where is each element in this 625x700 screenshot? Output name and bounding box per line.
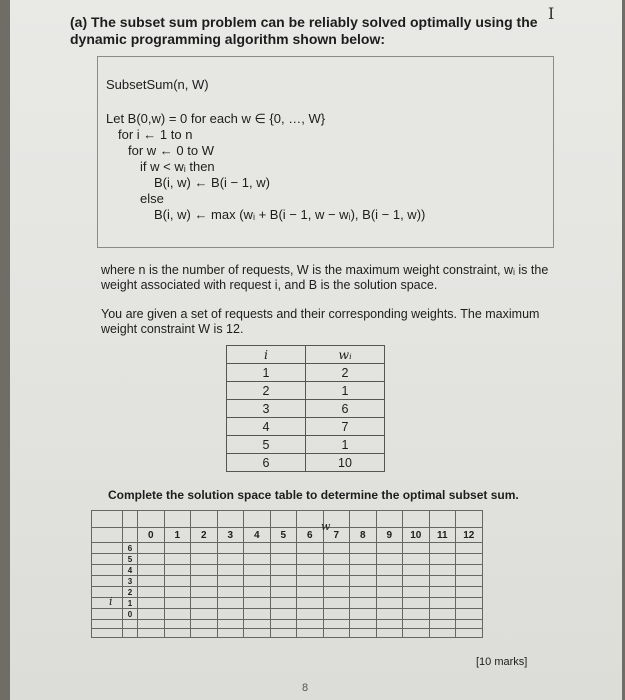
grid-cell [92,629,123,638]
column-header-row [92,528,483,543]
solution-cell[interactable] [164,576,191,587]
marks-label: [10 marks] [476,656,528,668]
header-weight: wᵢ [306,346,385,364]
grid-cell [92,543,123,554]
column-header-cell: 2 [191,528,218,543]
solution-cell[interactable] [323,543,350,554]
grid-cell [270,511,297,528]
grid-cell [217,511,244,528]
column-header-cell: 4 [244,528,271,543]
solution-cell[interactable] [164,598,191,609]
solution-cell[interactable] [456,609,483,620]
grid-cell [164,629,191,638]
algorithm-box [97,56,554,248]
algorithm-line: else [140,191,164,206]
solution-cell[interactable] [138,598,165,609]
grid-cell [297,511,324,528]
cell-i: 3 [227,400,306,418]
solution-cell[interactable] [191,543,218,554]
row-label-cell: 4 [123,565,138,576]
solution-cell[interactable] [456,598,483,609]
solution-cell[interactable] [456,576,483,587]
column-header-cell: 9 [376,528,403,543]
cell-i: 2 [227,382,306,400]
text-cursor-icon: I [548,4,555,23]
header-i: i [227,346,306,364]
instruction-text: Complete the solution space table to determine the optimal subset sum. [108,488,519,502]
grid-cell [123,528,138,543]
solution-cell[interactable] [270,554,297,565]
solution-cell[interactable] [164,587,191,598]
solution-cell[interactable] [456,554,483,565]
grid-cell [123,620,138,629]
exam-page [10,0,622,700]
cell-i: 5 [227,436,306,454]
grid-cell [191,620,218,629]
grid-cell [297,620,324,629]
solution-cell[interactable] [270,587,297,598]
row-label-cell: 1 [123,598,138,609]
table-row [92,576,483,587]
column-header-cell: 3 [217,528,244,543]
row-label-cell: 0 [123,609,138,620]
solution-cell[interactable] [191,554,218,565]
grid-cell [138,620,165,629]
i-axis-label: i [109,595,113,608]
grid-cell [403,620,430,629]
grid-cell [123,511,138,528]
grid-cell [456,511,483,528]
solution-cell[interactable] [297,609,324,620]
grid-cell [429,511,456,528]
grid-cell [376,511,403,528]
solution-cell[interactable] [191,609,218,620]
grid-cell [191,629,218,638]
solution-cell[interactable] [350,543,377,554]
solution-cell[interactable] [270,609,297,620]
solution-cell[interactable] [350,587,377,598]
column-header-cell: 11 [429,528,456,543]
grid-cell [244,620,271,629]
grid-cell [270,620,297,629]
algorithm-name: SubsetSum(n, W) [106,77,209,92]
solution-cell[interactable] [350,598,377,609]
grid-cell [323,629,350,638]
grid-cell [92,565,123,576]
algorithm-line: for i ← 1 to n [118,127,193,142]
grid-cell [191,511,218,528]
solution-cell[interactable] [217,598,244,609]
table-row [227,436,385,454]
grid-cell [403,629,430,638]
table-row [227,382,385,400]
grid-cell [456,629,483,638]
solution-cell[interactable] [376,587,403,598]
grid-cell [92,598,123,609]
requests-table [226,345,385,472]
solution-cell[interactable] [429,576,456,587]
solution-cell[interactable] [323,554,350,565]
solution-cell[interactable] [217,609,244,620]
solution-cell[interactable] [270,576,297,587]
solution-cell[interactable] [164,554,191,565]
grid-cell [164,620,191,629]
page-number: 8 [302,682,309,694]
solution-cell[interactable] [138,554,165,565]
solution-cell[interactable] [217,576,244,587]
column-header-cell: 12 [456,528,483,543]
grid-filler-row [92,620,483,629]
table-row [227,364,385,382]
solution-cell[interactable] [270,543,297,554]
solution-cell[interactable] [244,587,271,598]
question-title: (a) The subset sum problem can be reliably solved optimally using the dynamic programming algorithm shown below: [70,14,538,47]
solution-space-table [91,510,483,638]
solution-cell[interactable] [376,598,403,609]
grid-cell [350,620,377,629]
grid-cell [429,629,456,638]
grid-cell [429,620,456,629]
cell-weight: 7 [306,418,385,436]
solution-cell[interactable] [350,576,377,587]
solution-cell[interactable] [164,565,191,576]
grid-cell [350,511,377,528]
cell-i: 4 [227,418,306,436]
solution-cell[interactable] [403,587,430,598]
grid-cell [376,629,403,638]
table-row [92,587,483,598]
solution-cell[interactable] [244,543,271,554]
solution-cell[interactable] [429,554,456,565]
table-row [92,609,483,620]
solution-cell[interactable] [138,543,165,554]
cell-weight: 10 [306,454,385,472]
grid-cell [92,587,123,598]
grid-cell [138,629,165,638]
grid-cell [92,511,123,528]
w-axis-label: w [321,520,331,533]
cell-weight: 1 [306,382,385,400]
given-text: You are given a set of requests and their corresponding weights. The maximum weight constraint W is 12. [101,307,540,336]
cell-i: 1 [227,364,306,382]
column-header-cell: 10 [403,528,430,543]
solution-cell[interactable] [429,598,456,609]
cell-weight: 1 [306,436,385,454]
table-header-row [227,346,385,364]
grid-cell [92,609,123,620]
solution-cell[interactable] [138,576,165,587]
solution-cell[interactable] [376,543,403,554]
solution-cell[interactable] [403,598,430,609]
solution-cell[interactable] [297,587,324,598]
explanation-text: where n is the number of requests, W is the maximum weight constraint, wᵢ is the weight associated with request i, and B is the solution space. [101,263,549,292]
solution-cell[interactable] [403,576,430,587]
solution-cell[interactable] [323,598,350,609]
column-header-cell: 0 [138,528,165,543]
solution-cell[interactable] [270,565,297,576]
solution-cell[interactable] [244,554,271,565]
grid-cell [376,620,403,629]
solution-cell[interactable] [191,587,218,598]
table-row [92,554,483,565]
column-header-cell: 1 [164,528,191,543]
algorithm-line: B(i, w) ← max (wᵢ + B(i − 1, w − wᵢ), B(i − 1, w)) [154,207,426,222]
solution-cell[interactable] [270,598,297,609]
column-header-cell: 5 [270,528,297,543]
solution-cell[interactable] [376,609,403,620]
solution-cell[interactable] [244,598,271,609]
table-row [92,598,483,609]
grid-cell [217,620,244,629]
grid-cell [323,620,350,629]
solution-cell[interactable] [297,543,324,554]
solution-cell[interactable] [138,565,165,576]
algorithm-line: Let B(0,w) = 0 for each w ∈ {0, …, W} [106,111,326,126]
solution-cell[interactable] [429,543,456,554]
solution-cell[interactable] [350,609,377,620]
column-header-cell: 6 [297,528,324,543]
solution-cell[interactable] [323,576,350,587]
table-row [227,400,385,418]
solution-cell[interactable] [456,543,483,554]
cell-i: 6 [227,454,306,472]
row-label-cell: 5 [123,554,138,565]
solution-cell[interactable] [429,565,456,576]
solution-cell[interactable] [350,565,377,576]
grid-cell [270,629,297,638]
solution-cell[interactable] [456,565,483,576]
table-row [92,543,483,554]
solution-cell[interactable] [164,609,191,620]
grid-top-row [92,511,483,528]
solution-cell[interactable] [297,598,324,609]
grid-cell [92,528,123,543]
solution-cell[interactable] [191,565,218,576]
solution-cell[interactable] [376,576,403,587]
cell-weight: 2 [306,364,385,382]
solution-cell[interactable] [403,554,430,565]
solution-cell[interactable] [191,598,218,609]
solution-cell[interactable] [323,609,350,620]
solution-cell[interactable] [297,565,324,576]
algorithm-line: B(i, w) ← B(i − 1, w) [154,175,270,190]
column-header-cell: 8 [350,528,377,543]
solution-cell[interactable] [244,576,271,587]
column-header-cell: 7 [323,528,350,543]
solution-cell[interactable] [297,554,324,565]
grid-cell [244,629,271,638]
solution-cell[interactable] [217,554,244,565]
grid-cell [297,629,324,638]
solution-cell[interactable] [297,576,324,587]
grid-cell [403,511,430,528]
cell-weight: 6 [306,400,385,418]
solution-cell[interactable] [323,565,350,576]
grid-cell [92,620,123,629]
grid-cell [92,554,123,565]
solution-cell[interactable] [217,543,244,554]
solution-cell[interactable] [244,565,271,576]
grid-cell [217,629,244,638]
grid-cell [350,629,377,638]
solution-cell[interactable] [217,565,244,576]
grid-cell [456,620,483,629]
row-label-cell: 6 [123,543,138,554]
solution-cell[interactable] [376,554,403,565]
solution-cell[interactable] [376,565,403,576]
solution-cell[interactable] [244,609,271,620]
row-label-cell: 3 [123,576,138,587]
solution-cell[interactable] [403,543,430,554]
solution-cell[interactable] [403,565,430,576]
solution-cell[interactable] [403,609,430,620]
solution-cell[interactable] [138,587,165,598]
grid-cell [244,511,271,528]
solution-cell[interactable] [429,587,456,598]
table-row [227,418,385,436]
table-row [227,454,385,472]
algorithm-line: if w < wᵢ then [140,159,215,174]
solution-cell[interactable] [350,554,377,565]
solution-cell[interactable] [191,576,218,587]
algorithm-line: for w ← 0 to W [128,143,214,158]
solution-cell[interactable] [164,543,191,554]
table-row [92,565,483,576]
grid-filler-row [92,629,483,638]
grid-cell [92,576,123,587]
solution-cell[interactable] [217,587,244,598]
grid-cell [123,629,138,638]
solution-cell[interactable] [456,587,483,598]
grid-cell [164,511,191,528]
solution-cell[interactable] [323,587,350,598]
grid-cell [138,511,165,528]
row-label-cell: 2 [123,587,138,598]
solution-cell[interactable] [138,609,165,620]
solution-cell[interactable] [429,609,456,620]
